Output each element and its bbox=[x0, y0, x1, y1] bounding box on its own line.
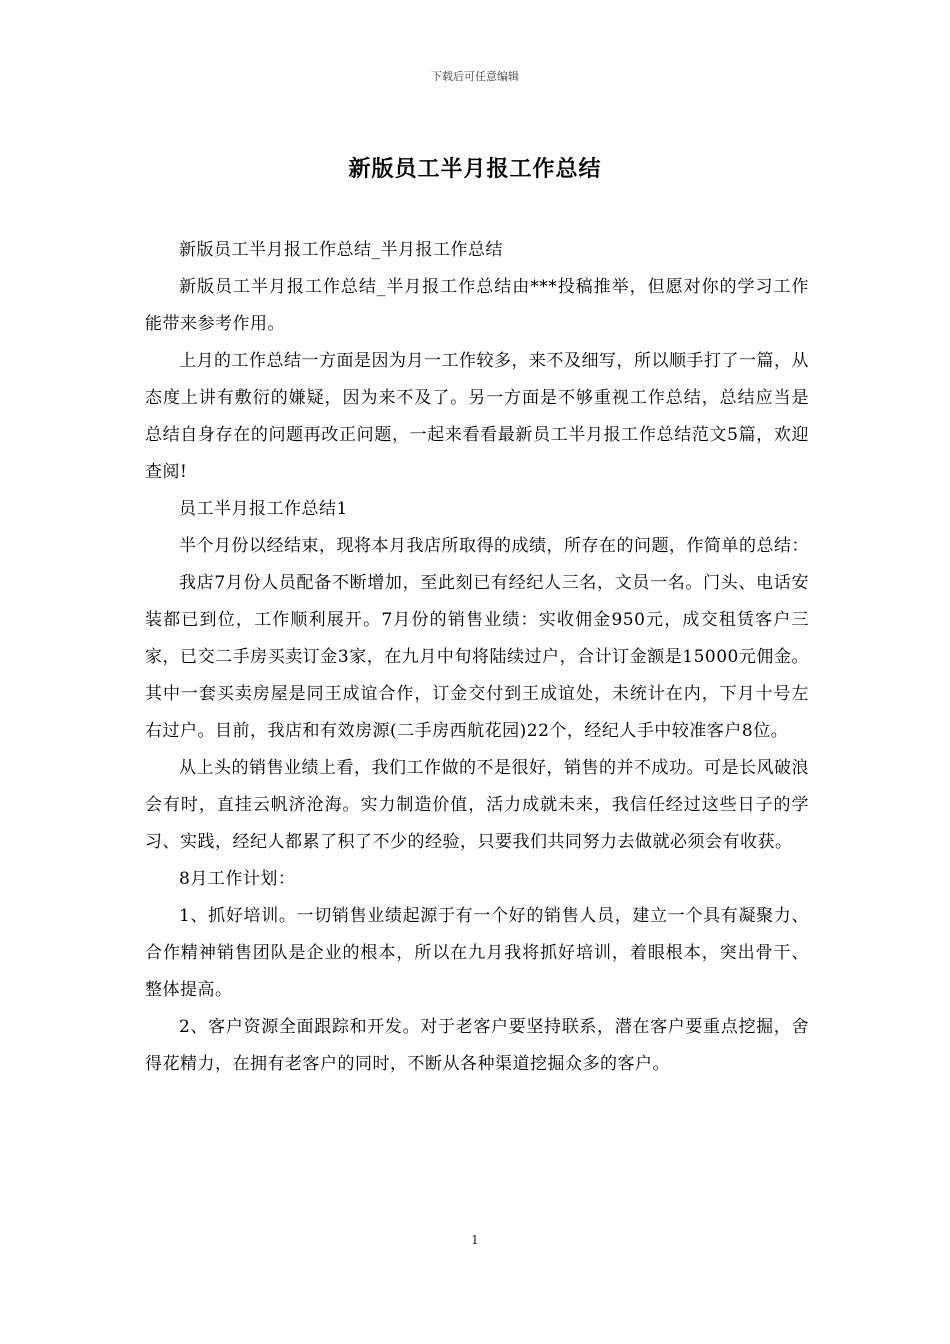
page-title: 新版员工半月报工作总结 bbox=[348, 157, 602, 182]
document-body bbox=[145, 232, 809, 1083]
plan-item-training: 1、抓好培训。一切销售业绩起源于有一个好的销售人员，建立一个具有凝聚力、合作精神销售团队是企业的根本，所以在九月我将抓好培训，着眼根本，突出骨干、整体提高。 bbox=[145, 906, 809, 1000]
paragraph-intro: 新版员工半月报工作总结_半月报工作总结由***投稿推举，但愿对你的学习工作能带来参考作用。 bbox=[145, 277, 809, 334]
paragraph-reflection: 从上头的销售业绩上看，我们工作做的不是很好，销售的并不成功。可是长风破浪会有时，直挂云帆济沧海。实力制造价值，活力成就未来，我信任经过这些日子的学习、实践，经纪人都累了积了不少的经验，只要我们共同努力去做就必须会有收获。 bbox=[145, 758, 809, 852]
paragraph-subtitle: 新版员工半月报工作总结_半月报工作总结 bbox=[179, 240, 503, 260]
paragraph-background: 上月的工作总结一方面是因为月一工作较多，来不及细写，所以顺手打了一篇，从态度上讲有敷衍的嫌疑，因为来不及了。另一方面是不够重视工作总结，总结应当是总结自身存在的问题再改正问题，一起来看看最新员工半月报工作总结范文5篇，欢迎查阅! bbox=[145, 351, 809, 482]
section-heading-august-plan: 8月工作计划： bbox=[179, 869, 296, 889]
plan-item-customers: 2、客户资源全面跟踪和开发。对于老客户要坚持联系，潜在客户要重点挖掘，舍得花精力，在拥有老客户的同时，不断从各种渠道挖掘众多的客户。 bbox=[145, 1017, 809, 1074]
paragraph-opening: 半个月份以经结束，现将本月我店所取得的成绩，所存在的问题，作简单的总结： bbox=[179, 536, 809, 556]
header-note: 下载后可任意编辑 bbox=[431, 70, 519, 83]
section-heading-summary-1: 员工半月报工作总结1 bbox=[179, 499, 348, 519]
page-number: 1 bbox=[471, 1233, 479, 1247]
paragraph-july-performance: 我店7月份人员配备不断增加，至此刻已有经纪人三名，文员一名。门头、电话安装都已到位，工作顺利展开。7月份的销售业绩：实收佣金950元，成交租赁客户三家，已交二手房买卖订金3家，在九月中旬将陆续过户，合计订金额是15000元佣金。其中一套买卖房屋是同王成谊合作，订金交付到王成谊处，未统计在内，下月十号左右过户。目前，我店和有效房源(二手房西航花园)22个，经纪人手中较准客户8位。 bbox=[145, 573, 809, 741]
